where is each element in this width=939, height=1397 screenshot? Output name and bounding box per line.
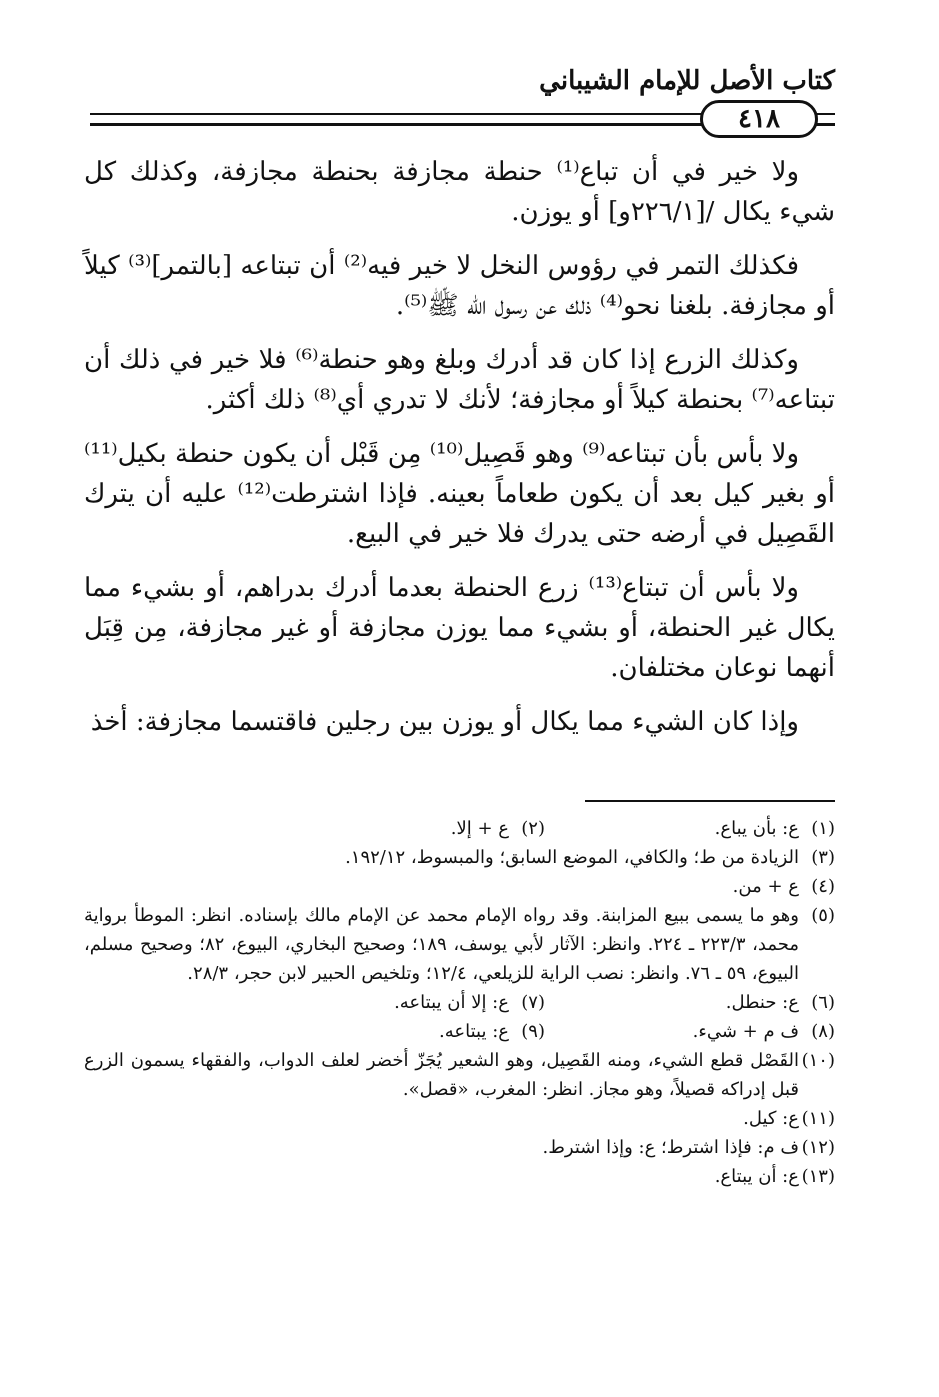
footnote-number: (١١) [801,1108,835,1129]
footnote-number: (٢) [521,818,545,839]
footnote-13 [84,1162,835,1191]
footnote-number: (٩) [521,1021,545,1042]
footnote-pair [84,1017,835,1046]
footnote-number: (١) [811,818,835,839]
footnote-5 [84,901,835,988]
footnote-12 [84,1133,835,1162]
footnote-text: ع: أن يبتاع. [714,1166,799,1187]
footnote-text: ع + من. [732,876,799,897]
footnote-number: (٦) [811,992,835,1013]
footnote-10 [84,1046,835,1104]
page-number-text: ٤١٨ [738,104,780,134]
footnote-4 [84,872,835,901]
footnote-number: (٣) [811,847,835,868]
paragraph-6: وإذا كان الشيء مما يكال أو يوزن بين رجلين فاقتسما مجازفة: أخذ [90,707,799,737]
footnotes [84,814,835,1191]
paragraph-4: ولا بأس بأن تبتاعه⁽⁹⁾ وهو قَصِيل⁽¹⁰⁾ مِن قَبْل أن يكون حنطة بكيل⁽¹¹⁾ أو بغير كيل بعد أن يكون طعاماً بعينه. فإذا اشترطت⁽¹²⁾ عليه أن يترك القَصِيل في أرضه حتى يدرك فلا خير في البيع. [84,439,835,549]
paragraph-3: وكذلك الزرع إذا كان قد أدرك وبلغ وهو حنطة⁽⁶⁾ فلا خير في ذلك أن تبتاعه⁽⁷⁾ بحنطة كيلاً أو مجازفة؛ لأنك لا تدري أي⁽⁸⁾ ذلك أكثر. [84,345,835,415]
page-number [700,100,818,138]
footnote-text: وهو ما يسمى ببيع المزابنة. وقد رواه الإمام محمد عن الإمام مالك بإسناده. انظر: الموطأ برواية محمد، ٢٢٣/٣ ـ ٢٢٤. وانظر: الآثار لأبي يوسف، ١٨٩؛ وصحيح البخاري، البيوع، ٨٢؛ وصحيح مسلم، البيوع، ٥٩ ـ ٧٦. وانظر: نصب الراية للزيلعي، ١٢/٤؛ وتلخيص الحبير لابن حجر، ٢٨/٣. [84,905,799,984]
paragraph-1: ولا خير في أن تباع⁽¹⁾ حنطة مجازفة بحنطة مجازفة، وكذلك كل شيء يكال /[٢٢٦/١و] أو يوزن. [84,157,835,227]
footnote-6 [545,988,835,1017]
footnote-9 [255,1017,545,1046]
footnote-text: الزيادة من ط؛ والكافي، الموضع السابق؛ والمبسوط، ١٩٢/١٢. [345,847,799,868]
footnote-2 [255,814,545,843]
main-text [84,152,835,756]
footnote-text: ف م: فإذا اشترط؛ ع: وإذا اشترط. [542,1137,799,1158]
footnote-8 [545,1017,835,1046]
footnote-separator [585,800,835,802]
footnote-text: ع + إلا. [450,818,509,839]
footnote-number: (١٠) [801,1050,835,1071]
footnote-number: (٨) [811,1021,835,1042]
paragraph-2: فكذلك التمر في رؤوس النخل لا خير فيه⁽²⁾ أن تبتاعه [بالتمر]⁽³⁾ كيلاً أو مجازفة. بلغنا نحو⁽⁴⁾ ذلك عن رسول الله ﷺ⁽⁵⁾. [84,251,835,321]
footnote-pair [84,814,835,843]
footnote-text: ع: حنطل. [725,992,799,1013]
footnote-11 [84,1104,835,1133]
footnote-number: (٧) [521,992,545,1013]
footnote-text: ع: كيل. [743,1108,799,1129]
footnote-text: ف م + شيء. [692,1021,799,1042]
footnote-text: ع: يبتاعه. [439,1021,509,1042]
footnote-1 [545,814,835,843]
footnote-pair [84,988,835,1017]
footnote-3 [84,843,835,872]
paragraph-5: ولا بأس أن تبتاع⁽¹³⁾ زرع الحنطة بعدما أدرك بدراهم، أو بشيء مما يكال غير الحنطة، أو بشيء مما يوزن مجازفة أو غير مجازفة، مِن قِبَل أنهما نوعان مختلفان. [84,573,835,683]
footnote-number: (١٣) [801,1166,835,1187]
book-title: كتاب الأصل للإمام الشيباني [539,66,835,96]
footnote-number: (٤) [811,876,835,897]
footnote-number: (١٢) [801,1137,835,1158]
footnote-number: (٥) [811,905,835,926]
footnote-text: القَصْل قطع الشيء، ومنه القَصِيل، وهو الشعير يُجَزّ أخضر لعلف الدواب، والفقهاء يسمون الزرع قبل إدراكه قصيلاً، وهو مجاز. انظر: المغرب، «قصل». [84,1050,799,1100]
footnote-text: ع: إلا أن يبتاعه. [394,992,509,1013]
footnote-7 [255,988,545,1017]
footnote-text: ع: بأن يباع. [714,818,799,839]
